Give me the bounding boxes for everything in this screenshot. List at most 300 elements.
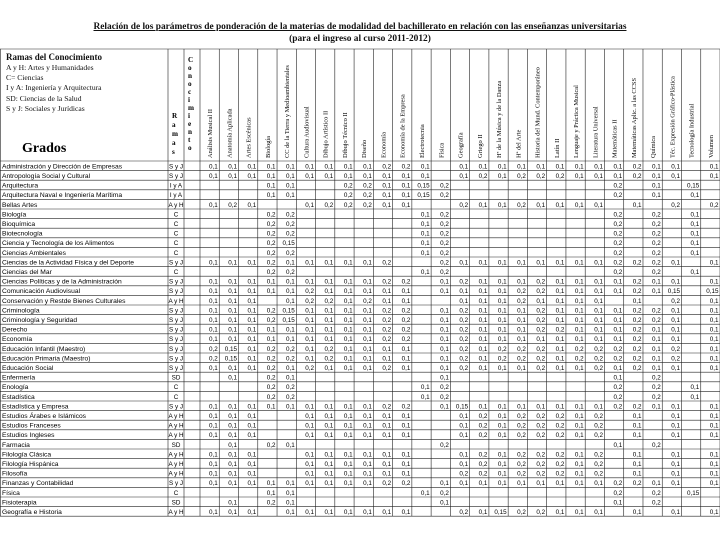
row-grado: Criminología xyxy=(2,307,40,315)
cell-value: 0,1 xyxy=(594,480,603,488)
row-rama: A y H xyxy=(168,297,184,305)
cell-value: 0,2 xyxy=(651,499,661,507)
column-header: Dibujo Artístico II xyxy=(322,110,330,158)
cell-value: 0,2 xyxy=(343,201,353,209)
cell-value: 0,1 xyxy=(228,480,238,488)
cell-value: 0,1 xyxy=(555,297,565,305)
cell-value: 0,1 xyxy=(363,403,372,411)
cell-value: 0,1 xyxy=(228,278,238,286)
cell-value: 0,1 xyxy=(709,451,719,459)
cell-value: 0,1 xyxy=(671,259,680,267)
cell-value: 0,1 xyxy=(208,201,218,209)
cell-value: 0,1 xyxy=(497,317,507,324)
cell-value: 0,1 xyxy=(478,317,488,324)
cell-value: 0,2 xyxy=(478,461,488,468)
cell-value: 0,1 xyxy=(228,413,238,420)
cell-value: 0,2 xyxy=(478,451,488,459)
cell-value: 0,15 xyxy=(455,403,469,411)
cell-value: 0,2 xyxy=(555,326,565,334)
cell-value: 0,2 xyxy=(517,451,526,459)
cell-value: 0,2 xyxy=(266,393,276,401)
cell-value: 0,1 xyxy=(247,470,257,478)
cell-value: 0,1 xyxy=(286,403,295,411)
cell-value: 0,1 xyxy=(594,307,603,315)
cell-value: 0,1 xyxy=(266,326,276,334)
cell-value: 0,2 xyxy=(555,470,565,478)
cell-value: 0,2 xyxy=(574,355,584,363)
cell-value: 0,1 xyxy=(632,422,642,430)
row-grado: Filosofía xyxy=(2,470,28,478)
cell-value: 0,1 xyxy=(324,451,334,459)
cell-value: 0,1 xyxy=(228,259,238,267)
cell-value: 0,1 xyxy=(228,288,238,296)
cell-value: 0,2 xyxy=(651,230,661,238)
cell-value: 0,2 xyxy=(632,259,642,267)
cell-value: 0,1 xyxy=(671,470,680,478)
cell-value: 0,2 xyxy=(632,317,642,324)
cell-value: 0,2 xyxy=(613,259,623,267)
cell-value: 0,1 xyxy=(594,259,603,267)
cell-value: 0,1 xyxy=(363,365,372,372)
cell-value: 0,2 xyxy=(613,221,623,228)
cell-value: 0,1 xyxy=(208,365,218,372)
cell-value: 0,1 xyxy=(305,345,315,353)
cell-value: 0,2 xyxy=(440,249,449,257)
cell-value: 0,2 xyxy=(613,230,623,238)
legend-item: I y A: Ingeniería y Arquitectura xyxy=(6,83,102,93)
cell-value: 0,1 xyxy=(324,326,334,334)
cell-value: 0,2 xyxy=(536,413,546,420)
cell-value: 0,1 xyxy=(420,230,430,238)
cell-value: 0,2 xyxy=(671,201,680,209)
cell-value: 0,1 xyxy=(401,355,411,363)
legend-item: SD: Ciencias de la Salud xyxy=(6,93,82,103)
row-grado: Educación Infantil (Maestro) xyxy=(2,345,86,353)
row-rama: S y J xyxy=(169,278,183,286)
cell-value: 0,1 xyxy=(459,413,469,420)
cell-value: 0,1 xyxy=(555,509,565,516)
cell-value: 0,1 xyxy=(690,269,700,276)
cell-value: 0,2 xyxy=(536,345,546,353)
cell-value: 0,1 xyxy=(363,278,372,286)
cell-value: 0,2 xyxy=(594,470,603,478)
cell-value: 0,2 xyxy=(440,211,449,219)
cell-value: 0,2 xyxy=(594,432,603,440)
cell-value: 0,1 xyxy=(382,432,392,440)
cell-value: 0,1 xyxy=(574,509,584,516)
cell-value: 0,1 xyxy=(208,259,218,267)
cell-value: 0,1 xyxy=(208,461,218,468)
cell-value: 0,1 xyxy=(305,278,315,286)
cell-value: 0,1 xyxy=(228,326,238,334)
cell-value: 0,1 xyxy=(478,336,488,344)
cell-value: 0,2 xyxy=(286,249,295,257)
row-rama: S y J xyxy=(169,326,183,334)
cell-value: 0,1 xyxy=(266,480,276,488)
cell-value: 0,1 xyxy=(690,221,700,228)
cell-value: 0,1 xyxy=(286,365,295,372)
cell-value: 0,1 xyxy=(286,326,295,334)
cell-value: 0,1 xyxy=(517,403,526,411)
cell-value: 0,1 xyxy=(555,163,565,171)
cell-value: 0,1 xyxy=(459,163,469,171)
cell-value: 0,2 xyxy=(613,480,623,488)
cell-value: 0,2 xyxy=(613,249,623,257)
cell-value: 0,1 xyxy=(632,201,642,209)
cell-value: 0,15 xyxy=(224,355,238,363)
cell-value: 0,1 xyxy=(536,297,546,305)
cell-value: 0,2 xyxy=(555,432,565,440)
row-rama: S y J xyxy=(169,288,183,296)
ramas-header-letter: s xyxy=(172,148,175,156)
cell-value: 0,1 xyxy=(363,163,372,171)
cell-value: 0,1 xyxy=(286,259,295,267)
cell-value: 0,1 xyxy=(574,403,584,411)
column-header: Geografía xyxy=(457,132,465,158)
cell-value: 0,1 xyxy=(324,422,334,430)
cell-value: 0,2 xyxy=(517,297,526,305)
row-grado: Ciencia y Tecnología de los Alimentos xyxy=(2,240,115,248)
cell-value: 0,1 xyxy=(671,509,680,516)
cell-value: 0,2 xyxy=(459,509,469,516)
cell-value: 0,2 xyxy=(651,384,661,392)
cell-value: 0,1 xyxy=(208,413,218,420)
cell-value: 0,2 xyxy=(478,470,488,478)
cell-value: 0,1 xyxy=(478,480,488,488)
cell-value: 0,1 xyxy=(536,336,546,344)
conocimiento-header-letter: n xyxy=(188,128,192,136)
cell-value: 0,2 xyxy=(266,365,276,372)
cell-value: 0,2 xyxy=(266,269,276,276)
cell-value: 0,1 xyxy=(363,509,372,516)
cell-value: 0,1 xyxy=(574,317,584,324)
cell-value: 0,1 xyxy=(343,480,353,488)
cell-value: 0,1 xyxy=(363,326,372,334)
cell-value: 0,1 xyxy=(709,413,719,420)
cell-value: 0,2 xyxy=(651,489,661,497)
cell-value: 0,2 xyxy=(632,326,642,334)
cell-value: 0,1 xyxy=(613,441,623,449)
cell-value: 0,2 xyxy=(671,345,680,353)
cell-value: 0,1 xyxy=(632,432,642,440)
cell-value: 0,2 xyxy=(440,441,449,449)
cell-value: 0,1 xyxy=(228,441,238,449)
cell-value: 0,2 xyxy=(594,422,603,430)
cell-value: 0,1 xyxy=(671,461,680,468)
cell-value: 0,2 xyxy=(459,470,469,478)
cell-value: 0,1 xyxy=(228,317,238,324)
cell-value: 0,2 xyxy=(459,307,469,315)
cell-value: 0,2 xyxy=(382,336,392,344)
cell-value: 0,1 xyxy=(709,307,719,315)
cell-value: 0,1 xyxy=(555,259,565,267)
cell-value: 0,1 xyxy=(709,461,719,468)
cell-value: 0,1 xyxy=(536,201,546,209)
cell-value: 0,2 xyxy=(401,278,411,286)
cell-value: 0,1 xyxy=(574,413,584,420)
cell-value: 0,2 xyxy=(651,393,661,401)
cell-value: 0,1 xyxy=(497,413,507,420)
cell-value: 0,2 xyxy=(613,355,623,363)
cell-value: 0,2 xyxy=(651,249,661,257)
cell-value: 0,1 xyxy=(343,307,353,315)
cell-value: 0,2 xyxy=(382,163,392,171)
cell-value: 0,1 xyxy=(343,355,353,363)
cell-value: 0,1 xyxy=(709,173,719,180)
cell-value: 0,1 xyxy=(497,163,507,171)
ramas-header-letter: a xyxy=(172,139,176,147)
cell-value: 0,1 xyxy=(440,307,449,315)
cell-value: 0,1 xyxy=(709,259,719,267)
row-grado: Estudios Franceses xyxy=(2,422,61,430)
cell-value: 0,1 xyxy=(497,307,507,315)
column-header: Física xyxy=(438,142,446,158)
cell-value: 0,1 xyxy=(671,336,680,344)
column-header: Hª de la Música y de la Danza xyxy=(496,80,504,158)
cell-value: 0,2 xyxy=(632,163,642,171)
row-rama: S y J xyxy=(169,480,183,488)
cell-value: 0,2 xyxy=(324,297,334,305)
row-rama: C xyxy=(173,489,179,497)
row-rama: SD xyxy=(171,441,181,449)
row-rama: C xyxy=(173,269,179,276)
cell-value: 0,1 xyxy=(517,163,526,171)
cell-value: 0,1 xyxy=(247,365,257,372)
cell-value: 0,2 xyxy=(632,480,642,488)
cell-value: 0,1 xyxy=(266,403,276,411)
cell-value: 0,1 xyxy=(208,173,218,180)
cell-value: 0,1 xyxy=(247,403,257,411)
cell-value: 0,15 xyxy=(417,182,430,190)
cell-value: 0,1 xyxy=(363,307,372,315)
cell-value: 0,1 xyxy=(343,336,353,344)
cell-value: 0,1 xyxy=(247,173,257,180)
cell-value: 0,1 xyxy=(382,461,392,468)
cell-value: 0,1 xyxy=(555,307,565,315)
row-rama: A y H xyxy=(168,509,184,516)
cell-value: 0,1 xyxy=(613,317,623,324)
cell-value: 0,1 xyxy=(305,403,315,411)
cell-value: 0,2 xyxy=(382,365,392,372)
conocimiento-header-letter: o xyxy=(188,144,192,152)
cell-value: 0,2 xyxy=(266,355,276,363)
cell-value: 0,2 xyxy=(478,173,488,180)
cell-value: 0,1 xyxy=(286,374,295,382)
row-rama: C xyxy=(173,211,179,219)
cell-value: 0,2 xyxy=(228,201,238,209)
cell-value: 0,2 xyxy=(266,317,276,324)
cell-value: 0,1 xyxy=(478,278,488,286)
cell-value: 0,2 xyxy=(632,355,642,363)
cell-value: 0,2 xyxy=(517,413,526,420)
cell-value: 0,2 xyxy=(632,173,642,180)
cell-value: 0,1 xyxy=(228,307,238,315)
cell-value: 0,1 xyxy=(228,432,238,440)
cell-value: 0,1 xyxy=(671,432,680,440)
cell-value: 0,1 xyxy=(401,297,411,305)
row-grado: Ciencias Ambientales xyxy=(2,249,66,257)
cell-value: 0,1 xyxy=(497,461,507,468)
cell-value: 0,1 xyxy=(517,326,526,334)
row-grado: Educación Social xyxy=(2,365,54,372)
cell-value: 0,2 xyxy=(440,182,449,190)
cell-value: 0,2 xyxy=(536,451,546,459)
cell-value: 0,1 xyxy=(613,307,623,315)
cell-value: 0,2 xyxy=(613,345,623,353)
cell-value: 0,15 xyxy=(417,192,430,200)
cell-value: 0,1 xyxy=(594,509,603,516)
column-header: Análisis Musical II xyxy=(207,109,215,158)
cell-value: 0,2 xyxy=(266,221,276,228)
cell-value: 0,1 xyxy=(286,182,295,190)
cell-value: 0,2 xyxy=(613,393,623,401)
cell-value: 0,1 xyxy=(247,259,257,267)
cell-value: 0,1 xyxy=(363,355,372,363)
cell-value: 0,1 xyxy=(247,509,257,516)
cell-value: 0,1 xyxy=(671,451,680,459)
cell-value: 0,2 xyxy=(208,355,218,363)
cell-value: 0,2 xyxy=(594,355,603,363)
cell-value: 0,1 xyxy=(709,278,719,286)
cell-value: 0,1 xyxy=(574,461,584,468)
cell-value: 0,1 xyxy=(574,432,584,440)
cell-value: 0,1 xyxy=(420,221,430,228)
column-header: Téc. Expresión Gráfico-Plástica xyxy=(669,76,677,158)
cell-value: 0,2 xyxy=(632,278,642,286)
conocimiento-header-letter: t xyxy=(188,136,191,144)
cell-value: 0,1 xyxy=(247,451,257,459)
cell-value: 0,1 xyxy=(440,365,449,372)
cell-value: 0,1 xyxy=(478,403,488,411)
cell-value: 0,1 xyxy=(497,422,507,430)
cell-value: 0,1 xyxy=(574,422,584,430)
row-grado: Física xyxy=(2,489,20,497)
legend-item: S y J: Sociales y Jurídicas xyxy=(6,103,85,113)
cell-value: 0,1 xyxy=(305,326,315,334)
cell-value: 0,2 xyxy=(497,345,507,353)
cell-value: 0,2 xyxy=(536,355,546,363)
row-grado: Estadística xyxy=(2,393,35,401)
cell-value: 0,1 xyxy=(613,278,623,286)
cell-value: 0,1 xyxy=(305,259,315,267)
cell-value: 0,2 xyxy=(536,509,546,516)
column-header: Historia del Mund. Contemporáneo xyxy=(534,67,542,158)
conocimiento-header-letter: n xyxy=(188,72,192,80)
cell-value: 0,2 xyxy=(613,240,623,248)
cell-value: 0,1 xyxy=(247,307,257,315)
ramas-header-letter: R xyxy=(172,112,178,120)
cell-value: 0,1 xyxy=(208,480,218,488)
cell-value: 0,1 xyxy=(324,509,334,516)
cell-value: 0,1 xyxy=(632,461,642,468)
cell-value: 0,1 xyxy=(343,288,353,296)
cell-value: 0,1 xyxy=(632,509,642,516)
cell-value: 0,1 xyxy=(536,403,546,411)
cell-value: 0,1 xyxy=(208,297,218,305)
cell-value: 0,15 xyxy=(282,240,295,248)
cell-value: 0,2 xyxy=(266,345,276,353)
cell-value: 0,2 xyxy=(286,221,295,228)
cell-value: 0,2 xyxy=(709,201,719,209)
cell-value: 0,1 xyxy=(459,461,469,468)
legend-item: C= Ciencias xyxy=(6,73,44,83)
row-grado: Filología Clásica xyxy=(2,451,52,459)
cell-value: 0,1 xyxy=(363,288,372,296)
cell-value: 0,1 xyxy=(266,182,276,190)
row-rama: C xyxy=(173,249,179,257)
cell-value: 0,2 xyxy=(305,288,315,296)
row-rama: C xyxy=(173,221,179,228)
cell-value: 0,1 xyxy=(690,240,700,248)
cell-value: 0,1 xyxy=(517,365,526,372)
cell-value: 0,1 xyxy=(305,422,315,430)
cell-value: 0,2 xyxy=(286,269,295,276)
cell-value: 0,1 xyxy=(613,163,623,171)
cell-value: 0,1 xyxy=(401,201,411,209)
cell-value: 0,1 xyxy=(228,173,238,180)
cell-value: 0,1 xyxy=(440,499,449,507)
row-grado: Enología xyxy=(2,384,29,392)
cell-value: 0,1 xyxy=(440,480,449,488)
column-header: Economía de la Empresa xyxy=(399,94,407,158)
cell-value: 0,1 xyxy=(651,173,661,180)
row-rama: SD xyxy=(171,374,181,382)
cell-value: 0,1 xyxy=(671,307,680,315)
cell-value: 0,1 xyxy=(305,355,315,363)
cell-value: 0,1 xyxy=(536,259,546,267)
row-rama: A y H xyxy=(168,413,184,420)
cell-value: 0,1 xyxy=(459,480,469,488)
cell-value: 0,1 xyxy=(286,336,295,344)
column-header: Biología xyxy=(264,135,272,158)
cell-value: 0,15 xyxy=(282,307,295,315)
cell-value: 0,1 xyxy=(497,288,507,296)
cell-value: 0,2 xyxy=(401,307,411,315)
cell-value: 0,1 xyxy=(517,259,526,267)
cell-value: 0,2 xyxy=(574,345,584,353)
cell-value: 0,1 xyxy=(382,288,392,296)
cell-value: 0,1 xyxy=(478,288,488,296)
cell-value: 0,1 xyxy=(651,336,661,344)
cell-value: 0,1 xyxy=(266,288,276,296)
cell-value: 0,2 xyxy=(459,355,469,363)
row-rama: S y J xyxy=(169,317,183,324)
cell-value: 0,1 xyxy=(343,509,353,516)
cell-value: 0,1 xyxy=(497,480,507,488)
cell-value: 0,2 xyxy=(632,345,642,353)
cell-value: 0,2 xyxy=(459,278,469,286)
row-rama: S y J xyxy=(169,307,183,315)
cell-value: 0,1 xyxy=(247,336,257,344)
cell-value: 0,1 xyxy=(228,365,238,372)
row-rama: I y A xyxy=(169,192,183,200)
cell-value: 0,1 xyxy=(632,470,642,478)
cell-value: 0,1 xyxy=(613,326,623,334)
cell-value: 0,1 xyxy=(536,480,546,488)
cell-value: 0,1 xyxy=(632,413,642,420)
row-grado: Biotecnología xyxy=(2,230,43,238)
cell-value: 0,1 xyxy=(343,326,353,334)
row-rama: S y J xyxy=(169,336,183,344)
cell-value: 0,1 xyxy=(286,297,295,305)
cell-value: 0,2 xyxy=(536,307,546,315)
row-rama: A y H xyxy=(168,451,184,459)
cell-value: 0,1 xyxy=(497,201,507,209)
cell-value: 0,1 xyxy=(497,326,507,334)
cell-value: 0,1 xyxy=(247,355,257,363)
cell-value: 0,1 xyxy=(671,413,680,420)
cell-value: 0,1 xyxy=(555,345,565,353)
